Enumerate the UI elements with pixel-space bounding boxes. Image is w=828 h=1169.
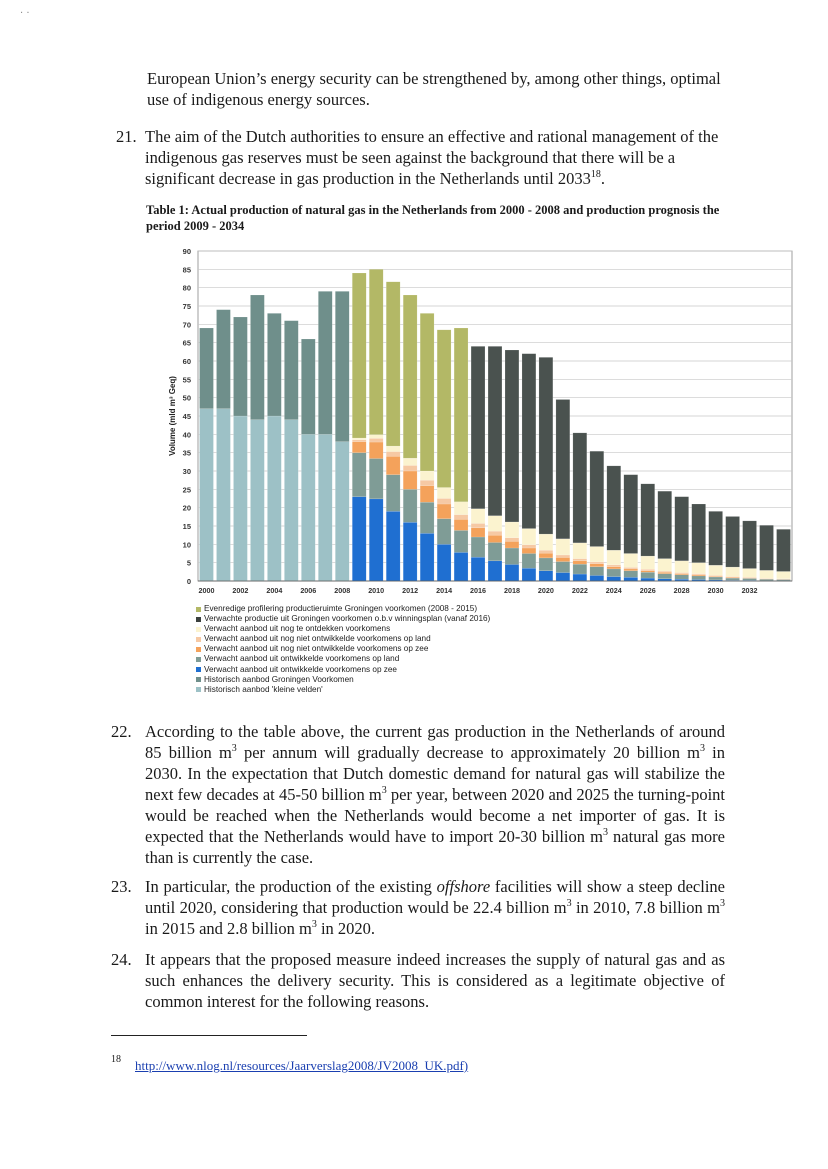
x-tick-label: 2028 [673,586,690,595]
p22-a: According to the table above, the current gas production in the Netherlands of around 85 billion m [145,722,725,762]
bar-segment [675,497,689,561]
x-tick-label: 2006 [300,586,317,595]
bar-segment [437,519,451,545]
bar-segment [437,330,451,488]
bar-segment [522,529,536,545]
bar-segment [743,578,757,580]
x-tick-label: 2000 [198,586,215,595]
bar-segment [607,577,621,581]
bar-segment [607,567,621,569]
bar-segment [352,442,366,453]
x-tick-label: 2022 [571,586,588,595]
bar-segment [505,350,519,522]
bar-segment [454,502,468,515]
bar-segment [403,466,417,472]
y-tick-label: 0 [186,577,191,586]
bar-segment [624,569,638,571]
bar-segment [777,571,791,578]
legend-item [196,634,490,644]
bar-segment [488,516,502,531]
y-tick-label: 40 [182,430,191,440]
bar-segment [641,569,655,570]
superscript: 3 [231,742,237,754]
bar-segment [675,561,689,573]
bar-segment [641,578,655,581]
legend-swatch [196,667,201,672]
y-tick-label: 35 [182,448,191,458]
bar-segment [505,538,519,542]
bar-segment [692,504,706,563]
bar-segment [573,559,587,561]
bar-segment [386,282,400,446]
y-tick-label: 5 [186,558,191,568]
bar-segment [454,515,468,520]
bar-segment [386,446,400,452]
y-tick-label: 10 [182,540,191,550]
table-caption: Table 1: Actual production of natural gas in the Netherlands from 2000 - 2008 and production prognosis the period 2009 - 2034 [146,203,720,233]
bar-segment [607,569,621,577]
bar-segment [488,346,502,515]
bar-segment [352,453,366,497]
bar-segment [386,475,400,512]
bar-segment [556,400,570,539]
bar-segment [488,535,502,542]
bar-segment [726,516,740,567]
bar-segment [709,511,723,565]
legend-swatch [196,687,201,692]
footnote-link[interactable]: http://www.nlog.nl/resources/Jaarverslag2008/JV2008_UK.pdf) [135,1058,469,1073]
legend-item [196,685,490,695]
bar-segment [267,313,281,416]
paragraph-number-24: 24. [111,950,132,969]
bar-segment [573,564,587,574]
bar-segment [437,488,451,499]
p23-b: facilities will show a steep decline until 2020, considering that production would be 22.4 billion m [145,877,725,917]
bar-segment [556,562,570,573]
bar-segment [522,545,536,548]
legend-swatch [196,627,201,632]
bar-segment [743,569,757,578]
bar-segment [726,567,740,577]
paragraph-22 [145,721,725,868]
superscript: 3 [719,897,725,909]
bar-segment [641,484,655,556]
bar-segment [760,525,774,570]
p23-d: in 2015 and 2.8 billion m [145,919,312,938]
bar-segment [420,486,434,503]
y-tick-label: 65 [182,338,191,348]
legend-label: Verwacht aanbod uit nog niet ontwikkelde voorkomens op land [204,634,431,644]
bar-segment [743,521,757,569]
bar-segment [760,579,774,580]
superscript: 3 [311,918,317,930]
x-tick-label: 2012 [402,586,419,595]
bar-segment [216,409,230,581]
legend-label: Verwachte productie uit Groningen voorkomen o.b.v winningsplan (vanaf 2016) [204,614,491,624]
bar-segment [369,459,383,499]
bar-segment [556,558,570,562]
bar-segment [437,544,451,581]
legend-label: Historisch aanbod 'kleine velden' [204,684,323,694]
legend-swatch [196,637,201,642]
bar-segment [386,511,400,581]
y-tick-label: 80 [182,283,191,293]
legend-swatch [196,657,201,662]
x-tick-label: 2020 [537,586,554,595]
bar-segment [590,576,604,582]
scan-marks: · · [20,8,30,19]
y-tick-label: 30 [182,467,191,476]
bar-segment [726,578,740,580]
legend-item [196,665,490,675]
paragraph-23 [145,876,725,939]
bar-segment [471,537,485,557]
bar-segment [573,433,587,543]
bar-segment [454,519,468,530]
paragraph-21-end: . [600,169,605,188]
y-tick-label: 60 [182,357,191,366]
bar-segment [505,565,519,582]
paragraph-number-22: 22. [111,722,132,741]
y-tick-label: 15 [182,522,191,531]
bar-segment [420,502,434,533]
y-tick-label: 55 [182,375,191,385]
paragraph-21-text: The aim of the Dutch authorities to ensure an effective and rational management of the indigenous gas reserves must be seen against the background that there will be a significant decrease in gas production in the Netherlands until 2033 [145,127,719,188]
bar-segment [658,574,672,579]
bar-segment [488,531,502,535]
legend-item [196,644,490,654]
x-tick-label: 2002 [232,586,249,595]
legend-label: Verwacht aanbod uit ontwikkelde voorkomens op land [204,654,400,664]
bar-segment [607,565,621,567]
x-tick-label: 2008 [334,586,351,595]
bar-segment [505,541,519,548]
bar-segment [284,420,298,581]
legend-item [196,675,490,685]
y-axis-label: Volume (mld m³ Geq) [168,376,177,456]
bar-segment [386,456,400,474]
p23-em: offshore [436,877,491,896]
bar-segment [403,295,417,458]
bar-segment [607,550,621,565]
bar-segment [539,553,553,558]
bar-segment [539,550,553,553]
bar-segment [777,529,791,571]
x-tick-label: 2010 [368,586,385,595]
legend-label: Verwacht aanbod uit nog te ontdekken voorkomens [204,624,391,634]
bar-segment [250,420,264,581]
p22-d: per year, between 2020 and 2025 the turning-point would be reached when the Netherlands would become a net importer of gas. It is expected that the Netherlands would have to import 20-30 billion m [145,785,726,846]
bar-segment [522,354,536,529]
bar-segment [539,558,553,571]
footnote-mark: 18 [111,1054,121,1065]
bar-segment [352,497,366,581]
p23-e: in 2020. [316,919,376,938]
footnote-ref: 18 [590,168,601,180]
y-tick-label: 25 [182,485,191,495]
bar-segment [539,571,553,581]
bar-segment [403,522,417,581]
y-tick-label: 45 [182,412,191,421]
x-tick-label: 2004 [266,586,283,595]
bar-segment [573,561,587,564]
x-tick-label: 2026 [639,586,656,595]
bar-segment [335,442,349,581]
paragraph-24: It appears that the proposed measure indeed increases the supply of natural gas and as such enhances the delivery security. This is considered as a legitimate objective of common interest for the following reasons. [145,950,725,1011]
gas-production-chart [160,242,796,598]
bar-segment [709,565,723,575]
bar-segment [590,562,604,564]
chart-legend [196,604,490,695]
bar-segment [200,409,214,581]
x-tick-label: 2018 [503,586,520,595]
x-tick-label: 2014 [436,586,453,595]
legend-item [196,604,490,614]
bar-segment [641,556,655,569]
bar-segment [420,533,434,581]
y-tick-label: 85 [182,265,191,275]
bar-segment [471,528,485,537]
bar-segment [522,554,536,569]
x-tick-label: 2032 [741,586,758,595]
bar-segment [420,313,434,471]
bar-segment [522,548,536,554]
bar-segment [488,561,502,581]
bar-segment [369,442,383,459]
intro-paragraph: European Union’s energy security can be strengthened by, among other things, optimal use of indigenous energy sources. [147,69,721,109]
legend-swatch [196,677,201,682]
bar-segment [318,434,332,581]
bar-segment [760,570,774,578]
p22-b: per annum will gradually decrease to approximately 20 billion m [236,743,700,762]
bar-segment [471,509,485,524]
bar-segment [607,466,621,550]
bar-segment [590,564,604,567]
bar-segment [216,310,230,409]
bar-segment [454,328,468,502]
bar-segment [675,575,689,579]
p22-c: in 2030. In the expectation that Dutch domestic demand for natural gas will stabilize the next few decades at 45-50 billion m [145,743,725,804]
p23-c: in 2010, 7.8 billion m [571,898,720,917]
bar-segment [352,440,366,442]
superscript: 3 [381,784,387,796]
bar-segment [437,504,451,519]
bar-segment [658,572,672,573]
paragraph-21 [145,126,725,189]
superscript: 3 [699,742,705,754]
bar-segment [709,577,723,580]
y-tick-label: 70 [182,320,191,330]
legend-label: Historisch aanbod Groningen Voorkomen [204,674,354,684]
bar-segment [301,434,315,581]
y-tick-label: 50 [182,393,191,403]
bar-segment [403,471,417,489]
paragraph-number-21: 21. [116,127,137,146]
bar-segment [692,576,706,580]
bar-segment [658,491,672,558]
bar-segment [301,339,315,434]
bar-segment [556,573,570,581]
bar-segment [403,489,417,522]
bar-segment [284,321,298,420]
bar-segment [539,534,553,550]
bar-segment [471,557,485,581]
superscript: 3 [602,826,608,838]
p23-a: In particular, the production of the existing [145,877,437,896]
legend-label: Verwacht aanbod uit ontwikkelde voorkomens op zee [204,664,397,674]
bar-segment [471,523,485,527]
legend-item [196,614,490,624]
bar-segment [250,295,264,420]
bar-segment [403,458,417,465]
legend-item [196,624,490,634]
legend-item [196,654,490,664]
bar-segment [641,571,655,572]
bar-segment [488,543,502,561]
y-tick-label: 75 [182,302,191,311]
bar-segment [233,416,247,581]
bar-segment [556,555,570,558]
bar-segment [624,571,638,578]
bar-segment [539,357,553,534]
bar-segment [505,548,519,565]
bar-segment [471,346,485,508]
bar-segment [590,547,604,562]
x-tick-label: 2024 [605,586,622,595]
legend-swatch [196,607,201,612]
superscript: 3 [566,897,572,909]
bar-segment [624,567,638,568]
bar-segment [692,563,706,574]
bar-segment [369,269,383,434]
bar-segment [590,451,604,546]
bar-segment [352,273,366,438]
bar-segment [318,291,332,434]
bar-segment [624,577,638,581]
footnote-rule [111,1035,307,1036]
bar-segment [573,574,587,581]
bar-segment [369,438,383,442]
bar-segment [233,317,247,416]
bar-segment [573,543,587,559]
bar-segment [454,552,468,581]
legend-swatch [196,617,201,622]
bar-segment [590,567,604,576]
p22-e: natural gas more than is currently the case. [145,827,725,867]
bar-segment [335,291,349,441]
y-tick-label: 20 [182,503,191,513]
bar-segment [624,475,638,554]
legend-swatch [196,647,201,652]
x-tick-label: 2030 [707,586,724,595]
bar-segment [352,438,366,440]
bar-segment [505,522,519,538]
bar-segment [641,572,655,578]
bar-segment [420,480,434,486]
bar-segment [420,471,434,480]
paragraph-number-23: 23. [111,877,132,896]
bar-segment [556,539,570,555]
legend-label: Verwacht aanbod uit nog niet ontwikkelde voorkomens op zee [204,644,429,654]
bar-segment [200,328,214,409]
legend-label: Evenredige profilering productieruimte Groningen voorkomen (2008 - 2015) [204,604,478,613]
x-tick-label: 2016 [470,586,487,595]
bar-segment [624,554,638,568]
bar-segment [454,530,468,552]
bar-segment [386,452,400,457]
bar-segment [658,559,672,571]
bar-segment [369,435,383,439]
bar-segment [437,499,451,505]
bar-segment [369,499,383,581]
y-tick-label: 90 [182,247,191,256]
bar-segment [267,416,281,581]
bar-segment [522,568,536,581]
